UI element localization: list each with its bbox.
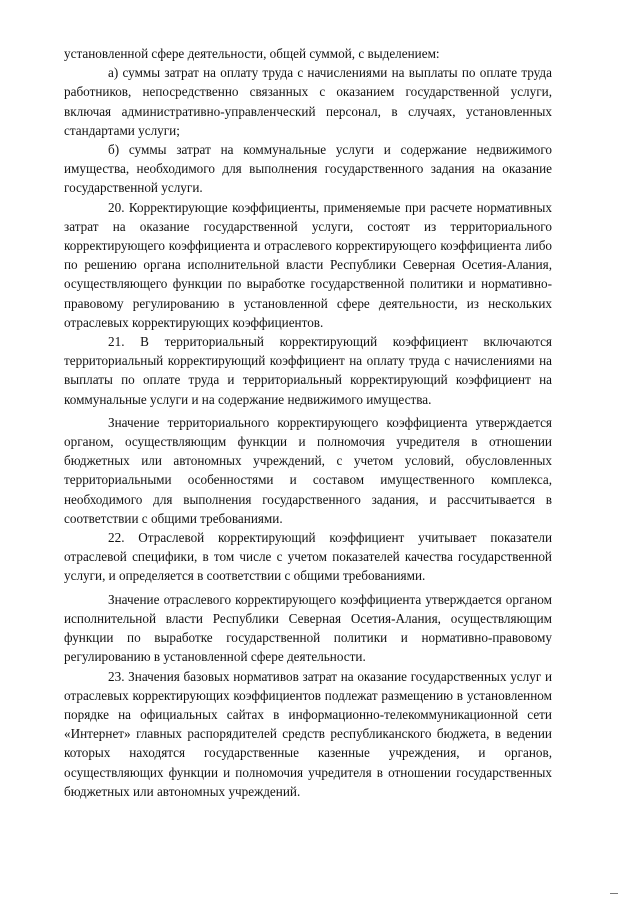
scan-mark <box>610 893 618 894</box>
paragraph-23: 23. Значения базовых нормативов затрат на оказание государственных услуг и отраслевых корректирующих коэффициентов подлежат размещению в установленном порядке на официальных сайтах в информационно-телекоммуникационной сети «Интернет» главных распорядителей средств республиканского бюджета, в ведении которых находятся государственные казенные учреждения, и органов, осуществляющих функции и полномочия учредителя в отношении государственных бюджетных или автономных учреждений. <box>64 668 552 799</box>
paragraph-item-b: б) суммы затрат на коммунальные услуги и содержание недвижимого имущества, необходимого для выполнения государственного задания на оказание государственной услуги. <box>64 142 552 196</box>
paragraph-item-a: а) суммы затрат на оплату труда с начислениями на выплаты по оплате труда работников, непосредственно связанных с оказанием государственной услуги, включая административно-управленческий персонал, в случаях, установленных стандартами услуги; <box>64 65 552 138</box>
paragraph-territorial-value: Значение территориального корректирующего коэффициента утверждается органом, осуществляющим функции и полномочия учредителя в отношении бюджетных или автономных учреждений, с учетом условий, обусловленных территориальными особенностями и составом имущественного комплекса, необходимого для выполнения государственного задания, и рассчитывается в соответствии с общими требованиями. <box>64 414 552 526</box>
paragraph-20: 20. Корректирующие коэффициенты, применяемые при расчете нормативных затрат на оказание государственной услуги, состоят из территориального корректирующего коэффициента и отраслевого корректирующего коэффициента либо по решению органа исполнительной власти Республики Северная Осетия-Алания, осуществляющего функции по выработке государственной политики и нормативно-правовому регулированию в установленной сфере деятельности, из нескольких отраслевых корректирующих коэффициентов. <box>64 199 552 330</box>
paragraph-22: 22. Отраслевой корректирующий коэффициент учитывает показатели отраслевой специфики, в том числе с учетом показателей качества государственной услуги, и определяется в соответствии с общими требованиями. <box>64 530 552 584</box>
paragraph-sectoral-value: Значение отраслевого корректирующего коэффициента утверждается органом исполнительной власти Республики Северная Осетия-Алания, осуществляющим функции по выработке государственной политики и нормативно-правовому регулированию в установленной сфере деятельности. <box>64 591 552 665</box>
paragraph-21: 21. В территориальный корректирующий коэффициент включаются территориальный корректирующий коэффициент на оплату труда с начислениями на выплаты по оплате труда и территориальный корректирующий коэффициент на коммунальные услуги и на содержание недвижимого имущества. <box>64 334 552 407</box>
document-body <box>64 44 552 801</box>
paragraph-continuation: установленной сфере деятельности, общей суммой, с выделением: <box>64 46 440 61</box>
